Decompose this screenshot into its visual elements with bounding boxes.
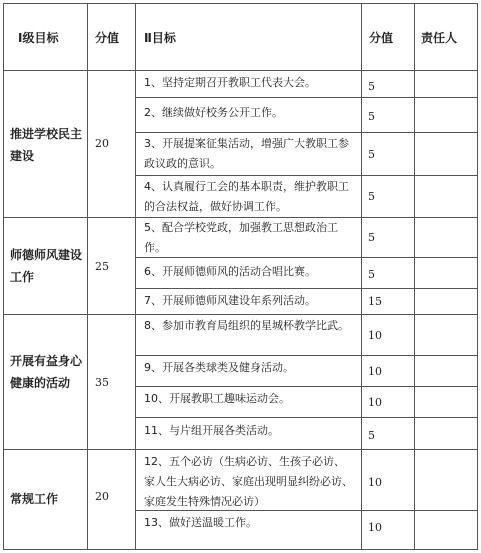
row-divider xyxy=(135,97,478,98)
item-text: 11、与片组开展各类活动。 xyxy=(144,424,279,437)
table-border-bottom xyxy=(3,549,478,550)
item-text: 5、配合学校党政，加强教工思想政治工作。 xyxy=(144,221,338,254)
item-text: 9、开展各类球类及健身活动。 xyxy=(144,361,294,374)
item-text: 4、认真履行工会的基本职责，维护教职工的合法权益，做好协调工作。 xyxy=(144,180,349,213)
group-name: 常规工作 xyxy=(10,492,59,506)
item-text: 8、参加市教育局组织的星城杯教学比武。 xyxy=(144,319,349,332)
item-text: 6、开展师德师风的活动合唱比赛。 xyxy=(144,265,316,278)
row-divider xyxy=(135,175,478,176)
row-divider xyxy=(135,355,478,356)
item-score: 5 xyxy=(368,80,375,93)
group-name: 推进学校民主建设 xyxy=(10,127,83,163)
header-level2: Ⅱ目标 xyxy=(144,31,176,45)
item-score: 10 xyxy=(368,396,382,409)
column-divider xyxy=(135,3,136,550)
item-score: 5 xyxy=(368,190,375,203)
item-text: 13、做好送温暖工作。 xyxy=(144,516,257,529)
column-divider xyxy=(414,3,415,550)
item-score: 5 xyxy=(368,429,375,442)
row-divider xyxy=(135,386,478,387)
row-divider xyxy=(135,288,478,289)
item-text: 2、继续做好校务公开工作。 xyxy=(144,106,283,119)
row-divider xyxy=(135,417,478,418)
header-owner: 责任人 xyxy=(421,31,458,45)
group-score: 35 xyxy=(95,376,109,389)
group-score: 25 xyxy=(95,260,109,273)
item-score: 10 xyxy=(368,476,382,489)
item-score: 5 xyxy=(368,148,375,161)
item-text: 1、坚持定期召开教职工代表大会。 xyxy=(144,76,316,89)
group-divider xyxy=(3,449,478,450)
item-score: 5 xyxy=(368,268,375,281)
group-name: 师德师风建设工作 xyxy=(10,248,83,284)
table-border-right xyxy=(477,3,478,550)
header-score2: 分值 xyxy=(369,31,394,45)
header-divider xyxy=(3,70,478,71)
item-score: 5 xyxy=(368,110,375,123)
item-text: 10、开展教职工趣味运动会。 xyxy=(144,392,290,405)
column-divider xyxy=(87,3,88,550)
group-divider xyxy=(3,314,478,315)
column-divider xyxy=(361,3,362,550)
item-score: 10 xyxy=(368,365,382,378)
table-border-left xyxy=(3,3,4,550)
item-score: 10 xyxy=(368,521,382,534)
row-divider xyxy=(135,132,478,133)
header-level1: Ⅰ级目标 xyxy=(18,31,59,45)
table-border-top xyxy=(3,3,478,4)
header-score1: 分值 xyxy=(95,31,120,45)
group-score: 20 xyxy=(95,490,109,503)
item-score: 10 xyxy=(368,329,382,342)
item-text: 3、开展提案征集活动，增强广大教职工参政议政的意识。 xyxy=(144,137,349,170)
group-score: 20 xyxy=(95,137,109,150)
item-score: 15 xyxy=(368,295,382,308)
item-score: 5 xyxy=(368,231,375,244)
item-text: 7、开展师德师风建设年系列活动。 xyxy=(144,294,316,307)
group-name: 开展有益身心健康的活动 xyxy=(10,354,83,390)
item-text: 12、五个必访（生病必访、生孩子必访、家人生大病必访、家庭出现明显纠纷必访、家庭发生特殊情况必访） xyxy=(144,455,353,508)
